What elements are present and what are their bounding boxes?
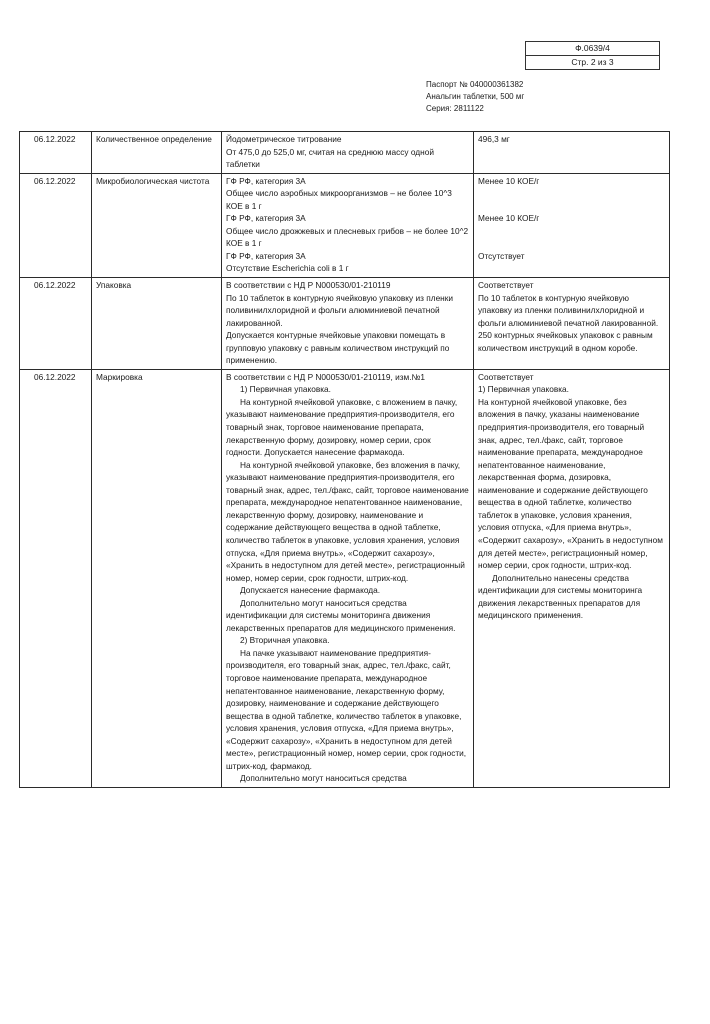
test-requirement (222, 173, 474, 277)
result-text: Менее 10 КОЕ/г (478, 175, 540, 186)
result-text: На контурной ячейковой упаковке, без вложения в пачку, указаны наименование предприятия-производителя, его товарный знак, адрес, тел./факс, сайт, торговое наименование препарата, международное непатентованное наименование, лекарственная форма, дозировка, наименование и содержание действующего вещества в одной таблетке, количество таблеток в упаковке, условия хранения, условия отпуска, «Для приема внутрь», «Содержит сахарозу», «Хранить в недоступном для детей месте», регистрационный номер, номер серии, срок годности, штрих-код. (478, 396, 663, 571)
test-requirement (222, 278, 474, 370)
requirement-text: Йодометрическое титрование (226, 134, 342, 144)
results-table (19, 131, 670, 788)
test-requirement (222, 132, 474, 174)
requirement-text: Дополнительно могут наноситься средства идентификации для системы мониторинга движения лекарственных препаратов для медицинского применения. (226, 597, 456, 633)
result-text: Соответствует (478, 280, 534, 291)
table-row (20, 132, 670, 174)
page-number: Стр. 2 из 3 (526, 55, 659, 69)
requirement-text: От 475,0 до 525,0 мг, считая на среднюю массу одной таблетки (226, 146, 434, 170)
test-date: 06.12.2022 (20, 173, 92, 277)
test-name: Микробиологическая чистота (92, 173, 222, 277)
test-date: 06.12.2022 (20, 278, 92, 370)
result-text: Менее 10 КОЕ/г (478, 213, 540, 224)
requirement-text: По 10 таблеток в контурную ячейковую упаковку из пленки поливинилхлоридной и фольги алюминиевой печатной лакированной. (226, 292, 454, 328)
test-name: Маркировка (92, 369, 222, 787)
test-name: Упаковка (92, 278, 222, 370)
requirement-text: 1) Первичная упаковка. (240, 384, 331, 395)
result-text: Отсутствует (478, 250, 525, 261)
requirement-text: На контурной ячейковой упаковке, с вложением в пачку, указывают наименование предприятия-производителя, его товарный знак, торговое наименование препарата, лекарственную форму, дозировку, номер серии, срок годности. Допускается нанесение фармакода. (226, 396, 458, 458)
requirement-text: На контурной ячейковой упаковке, без вложения в пачку, указывают наименование предприятия-производителя, его товарный знак, адрес, тел./факс, сайт, торговое наименование препарата, международное непатентованное наименование, лекарственную форму, дозировку, наименование и содержание действующего вещества в одной таблетке, количество таблеток в упаковке, условия хранения, условия отпуска, «Для приема внутрь», «Содержит сахарозу», «Хранить в недоступном для детей месте», регистрационный номер, номер серии, срок годности, штрих-код. (226, 459, 469, 583)
requirement-text: В соответствии с НД Р N000530/01-210119 (226, 280, 391, 291)
requirement-text: Общее число дрожжевых и плесневых грибов – не более 10^2 КОЕ в 1 г (226, 225, 469, 249)
result-text: Дополнительно нанесены средства идентификации для системы мониторинга движения лекарственных препаратов для медицинского применения. (478, 572, 643, 621)
requirement-text: Допускается контурные ячейковые упаковки помещать в групповую упаковку с равным количеством инструкций по применению. (226, 330, 450, 366)
table-row (20, 369, 670, 787)
passport-info (426, 79, 524, 115)
test-date: 06.12.2022 (20, 369, 92, 787)
result-text: Соответствует (478, 371, 534, 382)
result-text: По 10 таблеток в контурную ячейковую упаковку из пленки поливинилхлоридной и фольги алюминиевой печатной лакированной. 250 контурных ячейковых упаковок с равным количеством инструкций в одном коробе. (478, 292, 659, 353)
requirement-text: Дополнительно могут наноситься средства (240, 773, 407, 784)
requirement-text: В соответствии с НД Р N000530/01-210119, изм.№1 (226, 371, 426, 382)
result-text: 1) Первичная упаковка. (478, 384, 569, 395)
test-result (474, 132, 670, 174)
requirement-text: 2) Вторичная упаковка. (240, 635, 330, 646)
test-requirement (222, 369, 474, 787)
form-code: Ф.0639/4 (575, 43, 610, 53)
passport-number: Паспорт № 040000361382 (426, 80, 524, 89)
requirement-text: Отсутствие Escherichia coli в 1 г (226, 263, 349, 274)
result-spacer (478, 187, 665, 212)
requirement-text: На пачке указывают наименование предприятия-производителя, его товарный знак, адрес, тел./факс, сайт, торговое наименование препарата, международное непатентованное наименование, лекарственную форму, дозировку, наименование и содержание действующего вещества в одной таблетке, количество таблеток в упаковке, условия хранения, условия отпуска, «Для приема внутрь», «Содержит сахарозу», «Хранить в недоступном для детей месте», регистрационный номер, номер серии, срок годности, штрих-код, фармакод. (226, 647, 467, 771)
table-row (20, 278, 670, 370)
product-name: Анальгин таблетки, 500 мг (426, 92, 525, 101)
test-result (474, 278, 670, 370)
requirement-text: ГФ РФ, категория 3А (226, 213, 306, 224)
test-result (474, 369, 670, 787)
requirement-text: Общее число аэробных микроорганизмов – не более 10^3 КОЕ в 1 г (226, 188, 452, 211)
result-spacer (478, 225, 665, 250)
requirement-text: ГФ РФ, категория 3А (226, 175, 306, 186)
test-date: 06.12.2022 (20, 132, 92, 174)
requirement-text: Допускается нанесение фармакода. (240, 585, 381, 596)
result-text: 496,3 мг (478, 134, 510, 144)
requirement-text: ГФ РФ, категория 3А (226, 250, 306, 261)
batch-series: Серия: 2811122 (426, 104, 484, 113)
test-result (474, 173, 670, 277)
form-stamp (525, 41, 660, 70)
table-row (20, 173, 670, 277)
test-name: Количественное определение (92, 132, 222, 174)
